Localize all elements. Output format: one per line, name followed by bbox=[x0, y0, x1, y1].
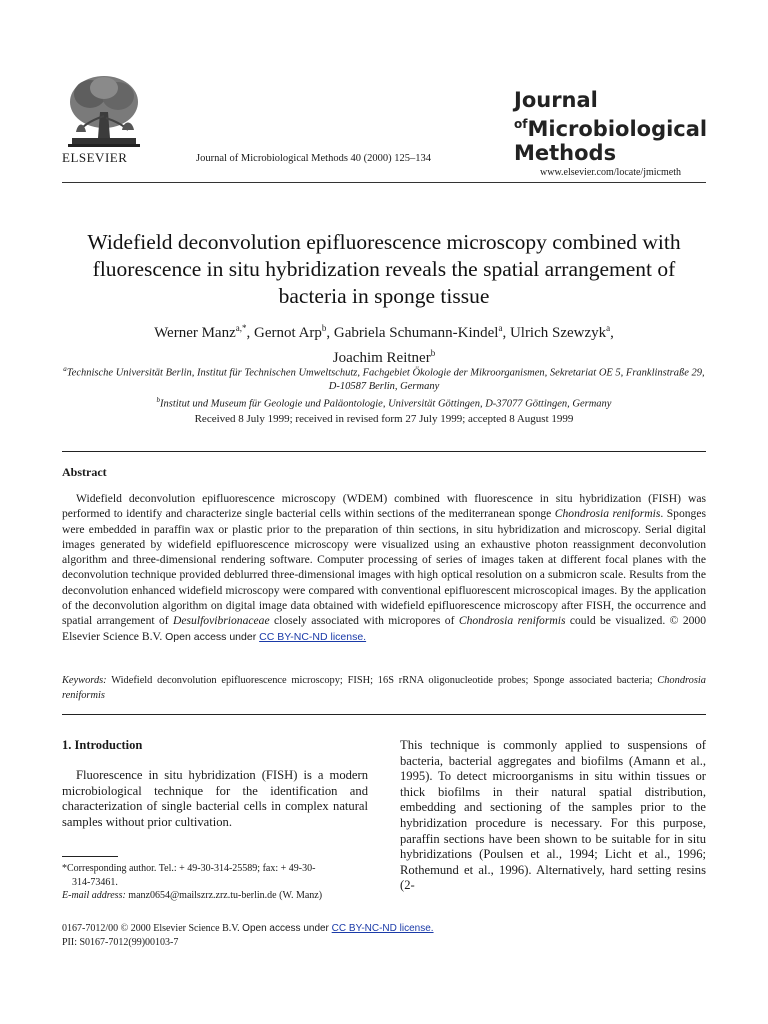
pii: PII: S0167-7012(99)00103-7 bbox=[62, 937, 179, 948]
author-affil-sup: b bbox=[321, 323, 327, 333]
author-list: Werner Manz$^{a,*}$, Gernot Arp$^b$, Gabriela Schumann-Kindel$^a$, Ulrich Szewzyk$^a$, Joachim Reitner$^b$ bbox=[154, 323, 614, 366]
section-heading: 1. Introduction bbox=[62, 738, 143, 752]
abstract-segment: closely associated with micropores of bbox=[269, 614, 459, 628]
affiliation-text: Technische Universität Berlin, Institut für Technischen Umweltschutz, Fachgebiet Ökologie der Mikroorganismen, Sekretariat OE 5, Franklinstraße 29, D-10587 Berlin, Germany bbox=[66, 367, 705, 392]
footnote-rule bbox=[62, 856, 118, 857]
journal-title-of: of bbox=[514, 117, 528, 131]
footnote-line: 314-73461. bbox=[72, 876, 118, 888]
author-affil-sup: b bbox=[430, 348, 436, 358]
email-address: manz0654@mailszrz.zrz.tu-berlin.de (W. Manz) bbox=[125, 890, 323, 901]
body-paragraph: This technique is commonly applied to suspensions of bacteria, bacterial aggregates and biofilms (Amann et al., 1995). To detect microorganisms in situ within tissues or thick biofilms in their natural spatial distribution, embedding and sectioning of the samples prior to the hybridization procedure is necessary. For this purpose, paraffin sections have been shown to be suitable for in situ hybridizations (Poulsen et al., 1994; Licht et al., 1996; Rothemund et al., 1996). Alternatively, hard setting resins (2- bbox=[400, 738, 706, 893]
article-title: Widefield deconvolution epifluorescence microscopy combined with fluorescence in situ hybridization reveals the spatial arrangement of bacteria in sponge tissue bbox=[87, 230, 681, 308]
affiliation-sup: b bbox=[156, 395, 161, 404]
author-name: Werner Manz bbox=[154, 325, 236, 341]
author-name: Gabriela Schumann-Kindel bbox=[333, 325, 499, 341]
abstract-text bbox=[62, 491, 706, 645]
journal-citation: Journal of Microbiological Methods 40 (2000) 125–134 bbox=[196, 153, 432, 164]
open-access-label: Open access under bbox=[165, 630, 260, 643]
author-affil-sup: a bbox=[606, 323, 611, 333]
email-label: E-mail address: bbox=[62, 890, 126, 901]
open-access-label: Open access under bbox=[242, 923, 332, 934]
author-affil-sup: a bbox=[498, 323, 503, 333]
species-name: Chondrosia reniformis bbox=[554, 507, 661, 521]
right-column bbox=[400, 738, 706, 894]
abstract-segment: . Sponges were embedded in paraffin wax or plastic prior to the preparation of thin sections, in situ hybridization and microscopy. Serial digital images generated by widefield epifluorescence microscopy were visualized using an exhaustive photon reassignment deconvolution algorithm and three-dimensional rendering software. Computer processing of series of images taken at different focal planes with the deconvolution technique provided deblurred three-dimensional images with high optical resolution on a submicron scale. Results from the deconvolution enhanced widefield microscopy were compared with conventional epifluorescent microscopical images. By the application of the deconvolution algorithm on digital image data obtained with widefield epifluorescence microscopy after FISH, the occurrence and spatial arrangement of bbox=[62, 507, 707, 628]
affiliations bbox=[62, 363, 706, 411]
issn-copyright: 0167-7012/00 © 2000 Elsevier Science B.V. bbox=[62, 923, 243, 934]
abstract-heading: Abstract bbox=[62, 465, 107, 479]
journal-title-line2: Microbiological bbox=[527, 117, 708, 141]
author-name: Gernot Arp bbox=[254, 325, 322, 341]
affiliation-a bbox=[62, 363, 706, 394]
abstract-bottom-rule bbox=[62, 714, 706, 715]
abstract-segment: Widefield deconvolution epifluorescence microscopy (WDEM) combined with fluorescence in situ hybridization (FISH) was performed to identify and characterize single bacterial cells within sections of the mediterranean sponge bbox=[62, 492, 706, 521]
author-name: Ulrich Szewzyk bbox=[509, 325, 607, 341]
page-footer bbox=[62, 922, 434, 950]
footnote-line: *Corresponding author. Tel.: + 49-30-314-25589; fax: + 49-30- bbox=[62, 863, 316, 874]
journal-title-line3: Methods bbox=[514, 141, 617, 165]
license-link[interactable]: CC BY-NC-ND license. bbox=[331, 923, 434, 934]
abstract-top-rule bbox=[62, 451, 706, 452]
journal-masthead bbox=[514, 88, 707, 165]
keywords bbox=[62, 674, 706, 703]
body-paragraph: Fluorescence in situ hybridization (FISH) is a modern microbiological technique for the identification and characterization of single bacterial cells in complex natural samples without prior cultivation. bbox=[62, 768, 368, 829]
left-column bbox=[62, 738, 368, 830]
journal-title-line1: Journal bbox=[514, 88, 598, 112]
affiliation-sup: a bbox=[63, 365, 67, 373]
species-name: Chondrosia reniformis bbox=[62, 675, 706, 701]
keywords-text: Widefield deconvolution epifluorescence microscopy; FISH; 16S rRNA oligonucleotide probes; Sponge associated bacteria; bbox=[106, 675, 658, 686]
publisher-name: ELSEVIER bbox=[62, 150, 128, 165]
license-link[interactable]: CC BY-NC-ND license. bbox=[259, 630, 367, 643]
affiliation-b bbox=[62, 394, 706, 411]
author-affil-sup: a,* bbox=[235, 323, 247, 333]
keywords-label: Keywords: bbox=[62, 675, 107, 686]
footnote bbox=[62, 862, 368, 903]
received-dates: Received 8 July 1999; received in revised form 27 July 1999; accepted 8 August 1999 bbox=[194, 413, 574, 425]
abstract-segment: could be visualized. © 2000 Elsevier Science B.V. bbox=[62, 614, 707, 643]
family-name: Desulfovibrionaceae bbox=[173, 614, 270, 628]
species-name: Chondrosia reniformis bbox=[458, 614, 566, 628]
header-divider bbox=[62, 182, 706, 183]
journal-url[interactable]: www.elsevier.com/locate/jmicmeth bbox=[540, 167, 681, 178]
elsevier-tree-logo bbox=[62, 72, 146, 152]
author-name: Joachim Reitner bbox=[332, 350, 431, 366]
affiliation-text: Institut und Museum für Geologie und Paläontologie, Universität Göttingen, D-37077 Göttingen, Germany bbox=[160, 398, 612, 409]
